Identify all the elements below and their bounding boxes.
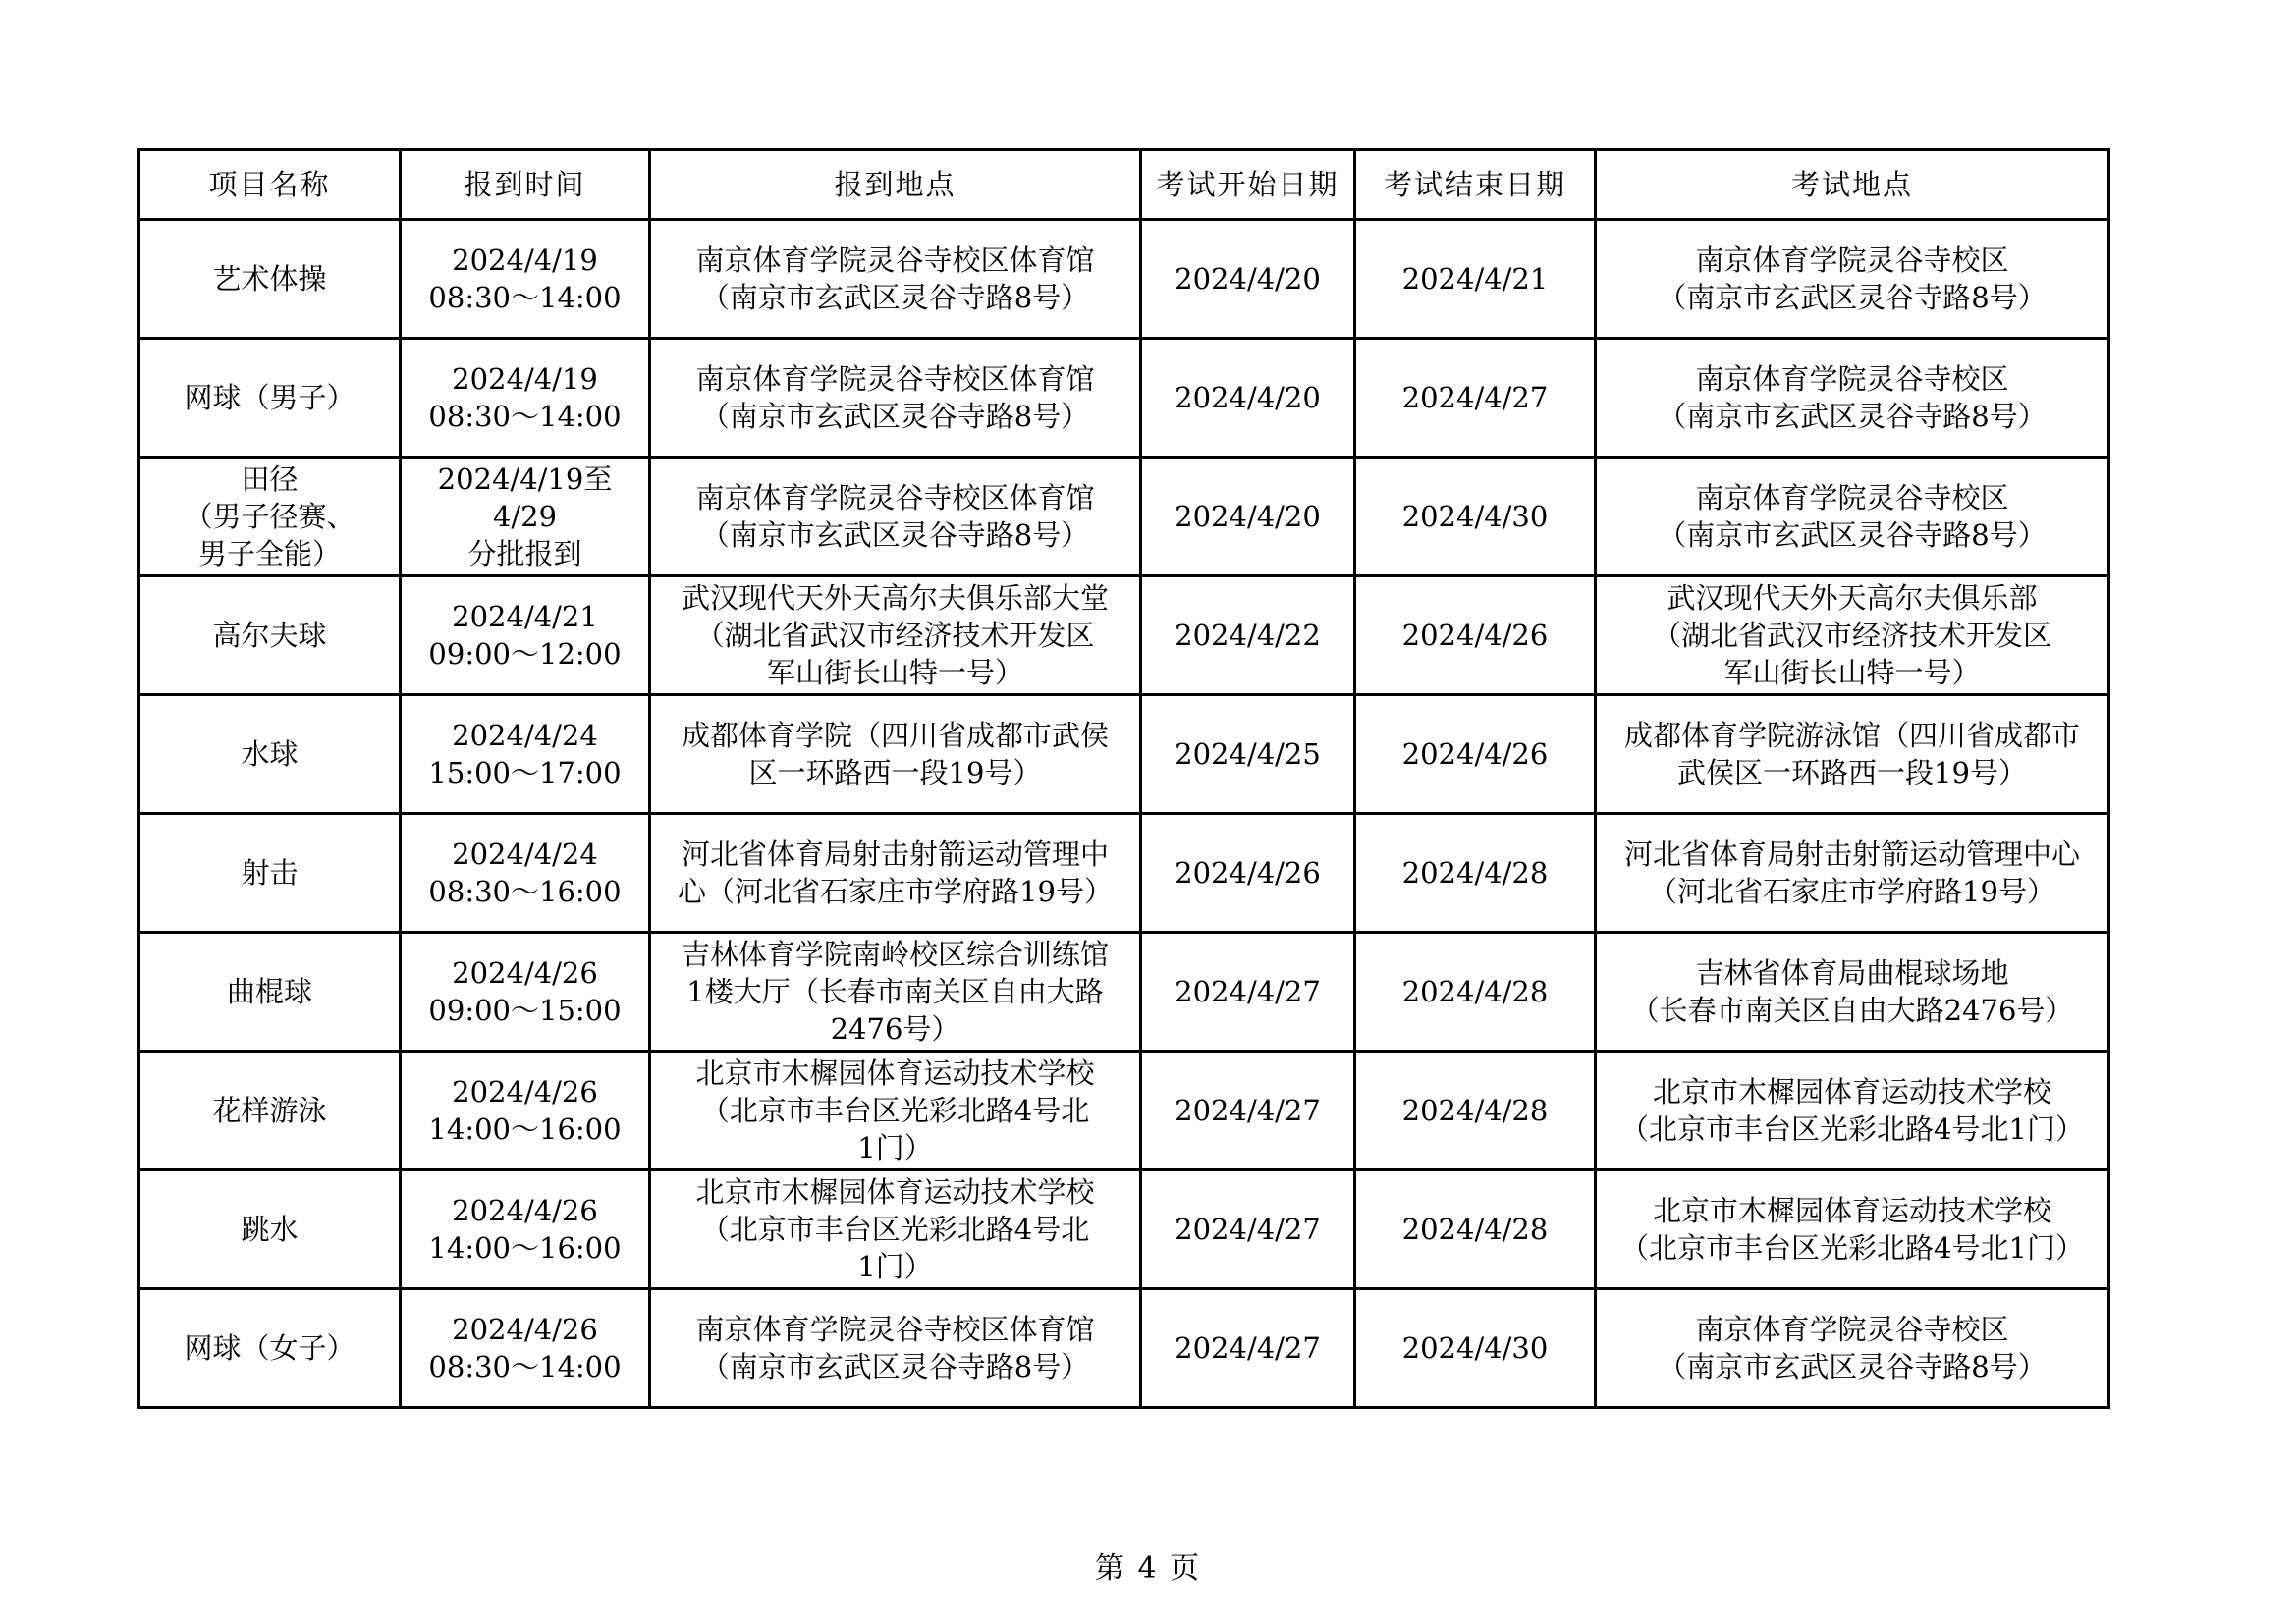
cell-exam-place: [1596, 695, 2109, 814]
cell-line: 2024/4/26: [452, 1313, 598, 1346]
cell-line: （北京市丰台区光彩北路4号北1门）: [1620, 1231, 2084, 1265]
schedule-sheet: [137, 148, 2107, 1409]
cell-line: （湖北省武汉市经济技术开发区: [1652, 619, 2051, 652]
cell-exam-place: [1596, 814, 2109, 933]
cell-line: 南京体育学院灵谷寺校区: [1695, 244, 2009, 277]
cell-exam-start-date: 2024/4/20: [1141, 220, 1355, 339]
cell-exam-end-date: 2024/4/28: [1355, 1170, 1596, 1289]
cell-line: 曲棍球: [226, 975, 312, 1008]
cell-exam-end-date: 2024/4/26: [1355, 695, 1596, 814]
cell-report-place: [650, 933, 1141, 1052]
cell-line: 08:30～14:00: [428, 281, 622, 314]
cell-line: 艺术体操: [212, 262, 327, 296]
cell-line: 14:00～16:00: [428, 1231, 622, 1265]
header-exam-place: 考试地点: [1596, 150, 2109, 220]
cell-line: 男子全能）: [197, 537, 341, 570]
cell-line: 14:00～16:00: [428, 1112, 622, 1146]
cell-report-place: [650, 1289, 1141, 1408]
cell-line: 1楼大厅（长春市南关区自由大路: [686, 975, 1104, 1008]
header-report-time: 报到时间: [401, 150, 650, 220]
cell-line: 网球（女子）: [184, 1331, 355, 1365]
cell-line: 分批报到: [467, 537, 582, 570]
table-row: [139, 933, 2109, 1052]
cell-line: 河北省体育局射击射箭运动管理中心: [1623, 838, 2080, 871]
cell-line: 网球（男子）: [184, 381, 355, 414]
cell-line: （湖北省武汉市经济技术开发区: [695, 619, 1095, 652]
cell-exam-start-date: 2024/4/26: [1141, 814, 1355, 933]
cell-report-place: [650, 1170, 1141, 1289]
cell-line: 军山街长山特一号）: [1723, 656, 1981, 689]
cell-line: 北京市木樨园体育运动技术学校: [695, 1175, 1095, 1209]
cell-line: 吉林体育学院南岭校区综合训练馆: [681, 938, 1109, 971]
cell-exam-place: [1596, 458, 2109, 576]
exam-schedule-table: [137, 148, 2110, 1409]
cell-line: 09:00～12:00: [428, 637, 622, 671]
cell-line: 成都体育学院游泳馆（四川省成都市: [1623, 719, 2080, 752]
cell-project-name: [139, 1052, 401, 1170]
cell-exam-start-date: 2024/4/27: [1141, 933, 1355, 1052]
cell-exam-end-date: 2024/4/27: [1355, 339, 1596, 458]
cell-line: 2024/4/24: [452, 838, 598, 871]
table-row: [139, 339, 2109, 458]
cell-line: 北京市木樨园体育运动技术学校: [695, 1056, 1095, 1090]
cell-report-time: [401, 1052, 650, 1170]
cell-exam-place: [1596, 1052, 2109, 1170]
cell-line: 2024/4/26: [452, 1075, 598, 1109]
cell-line: 2476号）: [830, 1012, 960, 1046]
table-row: [139, 1170, 2109, 1289]
cell-line: （河北省石家庄市学府路19号）: [1649, 875, 2055, 908]
cell-project-name: [139, 695, 401, 814]
cell-line: 2024/4/24: [452, 719, 598, 752]
cell-exam-place: [1596, 339, 2109, 458]
cell-project-name: [139, 576, 401, 695]
cell-exam-end-date: 2024/4/30: [1355, 458, 1596, 576]
cell-line: 高尔夫球: [212, 619, 327, 652]
table-row: [139, 814, 2109, 933]
cell-exam-place: [1596, 1170, 2109, 1289]
cell-line: （南京市玄武区灵谷寺路8号）: [1658, 281, 2047, 314]
cell-line: 南京体育学院灵谷寺校区体育馆: [695, 1313, 1095, 1346]
cell-line: 武侯区一环路西一段19号）: [1677, 756, 2027, 789]
cell-line: 河北省体育局射击射箭运动管理中: [681, 838, 1109, 871]
cell-line: 08:30～16:00: [428, 875, 622, 908]
table-header-row: [139, 150, 2109, 220]
cell-line: 南京体育学院灵谷寺校区体育馆: [695, 481, 1095, 514]
cell-report-time: [401, 695, 650, 814]
page-number: 第 4 页: [1094, 1551, 1202, 1586]
cell-line: 花样游泳: [212, 1094, 327, 1127]
cell-report-time: [401, 339, 650, 458]
table-row: [139, 1052, 2109, 1170]
cell-line: 南京体育学院灵谷寺校区体育馆: [695, 244, 1095, 277]
cell-report-time: [401, 933, 650, 1052]
cell-report-place: [650, 458, 1141, 576]
cell-line: （南京市玄武区灵谷寺路8号）: [1658, 1350, 2047, 1383]
cell-exam-start-date: 2024/4/20: [1141, 339, 1355, 458]
cell-report-place: [650, 576, 1141, 695]
cell-project-name: [139, 814, 401, 933]
cell-line: 09:00～15:00: [428, 994, 622, 1027]
cell-line: 心（河北省石家庄市学府路19号）: [678, 875, 1113, 908]
cell-line: （南京市玄武区灵谷寺路8号）: [700, 1350, 1090, 1383]
cell-exam-place: [1596, 220, 2109, 339]
cell-line: 15:00～17:00: [428, 756, 622, 789]
cell-line: 跳水: [241, 1213, 299, 1246]
cell-project-name: [139, 458, 401, 576]
table-row: [139, 1289, 2109, 1408]
cell-exam-end-date: 2024/4/21: [1355, 220, 1596, 339]
cell-project-name: [139, 220, 401, 339]
cell-line: （北京市丰台区光彩北路4号北1门）: [1620, 1112, 2084, 1146]
cell-line: 08:30～14:00: [428, 1350, 622, 1383]
cell-line: 2024/4/26: [452, 956, 598, 990]
cell-report-time: [401, 814, 650, 933]
cell-exam-end-date: 2024/4/28: [1355, 933, 1596, 1052]
cell-exam-start-date: 2024/4/25: [1141, 695, 1355, 814]
cell-line: 田径: [241, 462, 299, 496]
cell-line: 北京市木樨园体育运动技术学校: [1652, 1075, 2051, 1109]
cell-line: 北京市木樨园体育运动技术学校: [1652, 1194, 2051, 1227]
cell-line: 武汉现代天外天高尔夫俱乐部: [1667, 581, 2038, 615]
cell-project-name: [139, 1170, 401, 1289]
cell-line: （长春市南关区自由大路2476号）: [1630, 994, 2074, 1027]
header-exam-start-date: 考试开始日期: [1141, 150, 1355, 220]
cell-line: 区一环路西一段19号）: [748, 756, 1042, 789]
cell-line: （南京市玄武区灵谷寺路8号）: [1658, 518, 2047, 552]
cell-exam-end-date: 2024/4/26: [1355, 576, 1596, 695]
cell-line: 南京体育学院灵谷寺校区: [1695, 481, 2009, 514]
cell-line: 军山街长山特一号）: [766, 656, 1023, 689]
cell-exam-place: [1596, 1289, 2109, 1408]
cell-exam-place: [1596, 576, 2109, 695]
cell-line: （南京市玄武区灵谷寺路8号）: [700, 518, 1090, 552]
cell-line: 2024/4/19至4/29: [437, 462, 613, 533]
cell-project-name: [139, 339, 401, 458]
cell-line: 1门）: [857, 1131, 933, 1164]
cell-exam-place: [1596, 933, 2109, 1052]
cell-line: 武汉现代天外天高尔夫俱乐部大堂: [681, 581, 1109, 615]
cell-exam-start-date: 2024/4/27: [1141, 1289, 1355, 1408]
cell-line: 08:30～14:00: [428, 400, 622, 433]
cell-line: （北京市丰台区光彩北路4号北: [700, 1094, 1090, 1127]
table-row: [139, 576, 2109, 695]
table-body: [139, 220, 2109, 1408]
cell-report-place: [650, 220, 1141, 339]
table-row: [139, 695, 2109, 814]
cell-exam-start-date: 2024/4/22: [1141, 576, 1355, 695]
cell-report-time: [401, 1289, 650, 1408]
cell-line: 南京体育学院灵谷寺校区: [1695, 1313, 2009, 1346]
cell-exam-end-date: 2024/4/28: [1355, 1052, 1596, 1170]
cell-project-name: [139, 933, 401, 1052]
cell-report-time: [401, 1170, 650, 1289]
cell-line: 南京体育学院灵谷寺校区: [1695, 362, 2009, 396]
cell-line: 2024/4/19: [452, 244, 598, 277]
cell-report-time: [401, 220, 650, 339]
header-report-place: 报到地点: [650, 150, 1141, 220]
header-project-name: 项目名称: [139, 150, 401, 220]
cell-exam-start-date: 2024/4/27: [1141, 1052, 1355, 1170]
table-row: [139, 458, 2109, 576]
cell-line: 吉林省体育局曲棍球场地: [1695, 956, 2009, 990]
cell-line: 水球: [241, 737, 299, 771]
cell-line: 成都体育学院（四川省成都市武侯: [681, 719, 1109, 752]
cell-line: 南京体育学院灵谷寺校区体育馆: [695, 362, 1095, 396]
table-row: [139, 220, 2109, 339]
cell-exam-end-date: 2024/4/28: [1355, 814, 1596, 933]
cell-line: （南京市玄武区灵谷寺路8号）: [1658, 400, 2047, 433]
cell-report-time: [401, 458, 650, 576]
cell-exam-start-date: 2024/4/27: [1141, 1170, 1355, 1289]
cell-line: 1门）: [857, 1250, 933, 1283]
cell-line: 2024/4/26: [452, 1194, 598, 1227]
cell-line: 射击: [241, 856, 299, 890]
cell-line: 2024/4/19: [452, 362, 598, 396]
cell-line: 2024/4/21: [452, 600, 598, 633]
cell-exam-start-date: 2024/4/20: [1141, 458, 1355, 576]
cell-line: （北京市丰台区光彩北路4号北: [700, 1213, 1090, 1246]
cell-report-place: [650, 339, 1141, 458]
cell-report-place: [650, 814, 1141, 933]
cell-line: （南京市玄武区灵谷寺路8号）: [700, 400, 1090, 433]
cell-line: （南京市玄武区灵谷寺路8号）: [700, 281, 1090, 314]
cell-report-place: [650, 695, 1141, 814]
cell-project-name: [139, 1289, 401, 1408]
header-exam-end-date: 考试结束日期: [1355, 150, 1596, 220]
cell-line: （男子径赛、: [184, 500, 355, 533]
cell-report-time: [401, 576, 650, 695]
cell-exam-end-date: 2024/4/30: [1355, 1289, 1596, 1408]
cell-report-place: [650, 1052, 1141, 1170]
